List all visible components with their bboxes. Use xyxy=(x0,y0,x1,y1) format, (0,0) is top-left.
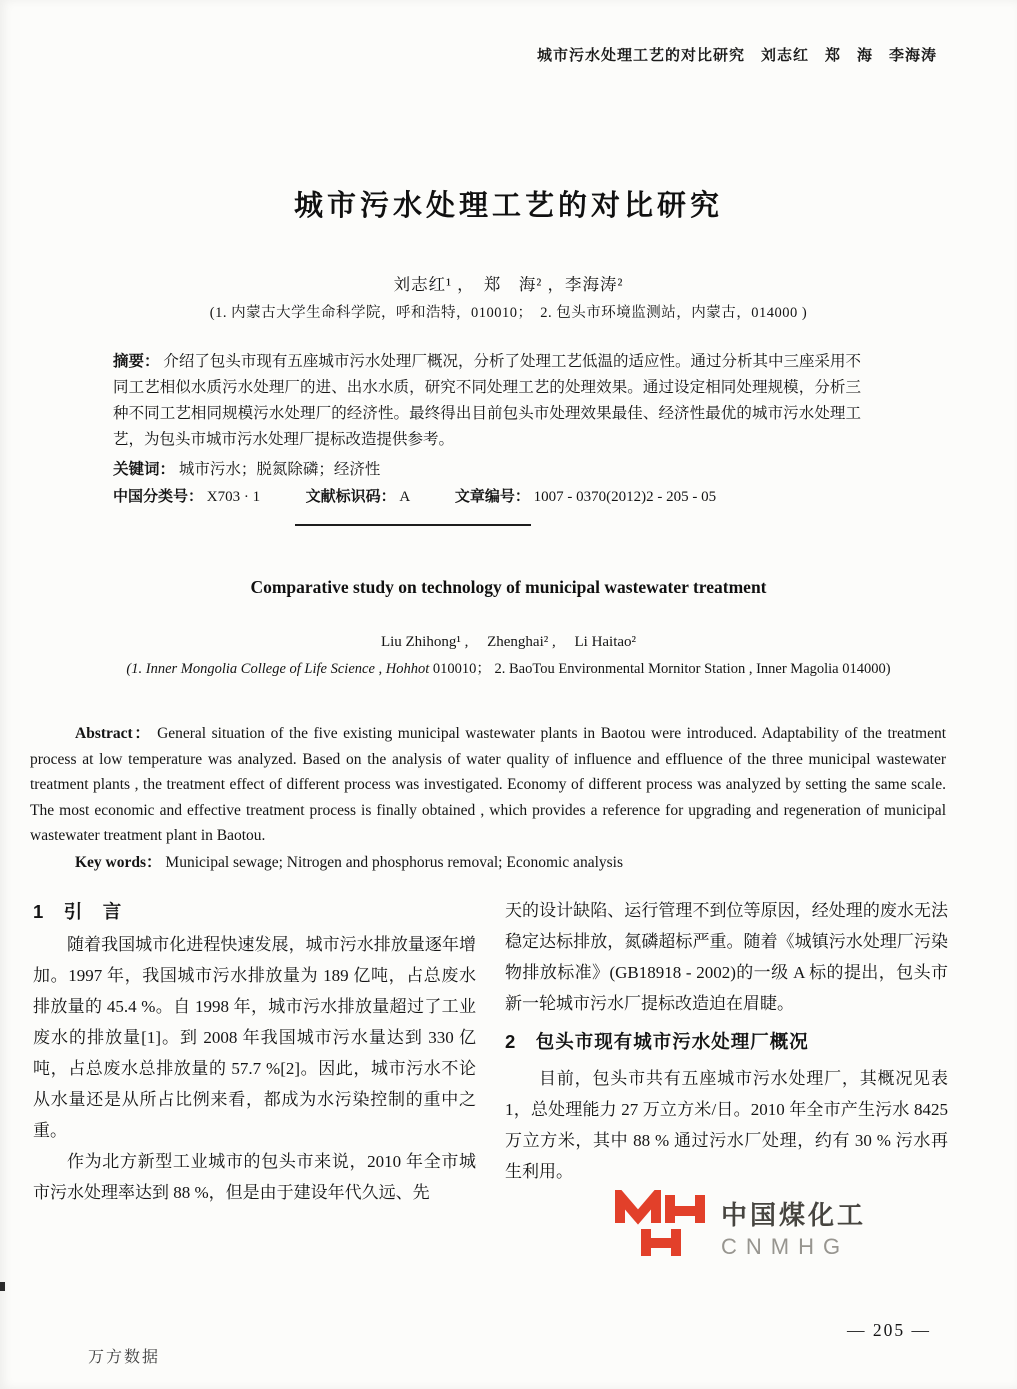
logo-en-text: CNMHG xyxy=(721,1234,850,1259)
clc-value: X703 · 1 xyxy=(206,489,261,505)
doc-code-label: 文献标识码： xyxy=(305,488,396,505)
left-column xyxy=(33,895,476,1208)
page-title: 城市污水处理工艺的对比研究 xyxy=(293,190,723,222)
logo-text-block xyxy=(721,1195,866,1260)
english-title: Comparative study on technology of municipal wastewater treatment xyxy=(250,577,767,597)
scan-artifact xyxy=(0,1282,5,1291)
coal-chem-logo-icon xyxy=(613,1190,705,1265)
section-1-paragraph-1: 随着我国城市化进程快速发展，城市污水排放量逐年增加。1997 年，我国城市污水排放量为 189 亿吨，占总废水排放量的 45.4 %。自 1998 年，城市污水排放量超过了工业废水的排放量[1]。到 2008 年我国城市污水量达到 330 亿吨，占总废水总排放量的 57.7 %[2]。因此，城市污水不论从水量还是从所占比例来看，都成为水污染控制的重中之重。 xyxy=(33,935,476,1140)
clc-label: 中国分类号： xyxy=(113,488,204,505)
running-header: 城市污水处理工艺的对比研究 刘志红 郑 海 李海涛 xyxy=(536,47,937,64)
divider-rule xyxy=(295,524,531,526)
english-abstract-label: Abstract： xyxy=(75,725,152,742)
right-column xyxy=(505,895,948,1208)
classification-line xyxy=(113,485,913,506)
authors-line: 刘志红¹ ， 郑 海² ，李海涛² xyxy=(393,275,624,294)
cnmhg-logo xyxy=(613,1190,866,1265)
article-id-value: 1007 - 0370(2012)2 - 205 - 05 xyxy=(533,489,717,505)
english-keywords-text: Municipal sewage; Nitrogen and phosphorus removal; Economic analysis xyxy=(165,854,623,871)
wanfang-watermark: 万方数据 xyxy=(88,1349,161,1366)
english-keywords-label: Key words： xyxy=(75,854,162,871)
english-affiliation xyxy=(0,657,1017,678)
doc-code-value: A xyxy=(399,489,410,505)
continued-paragraph: 天的设计缺陷、运行管理不到位等原因，经处理的废水无法稳定达标排放，氮磷超标严重。随着《城镇污水处理厂污染物排放标准》(GB18918 - 2002)的一级 A 标的提出，包头市新一轮城市污水厂提标改造迫在眉睫。 xyxy=(505,901,948,1013)
english-abstract-text: General situation of the five existing municipal wastewater plants in Baotou were introduced. Adaptability of the treatment process at low temperature was analyzed. Based on the analysis of water quality of influence and effluence of the three municipal wastewater treatment plants , the treatment effect of different process was investigated. Economy of different process was analyzed by setting the same scale. The most economic and effective treatment process is finally obtained , which provides a reference for upgrading and regeneration of municipal wastewater treatment plant in Baotou. xyxy=(30,725,946,844)
two-column-body xyxy=(33,895,948,1208)
logo-cn-text: 中国煤化工 xyxy=(721,1200,867,1230)
chinese-abstract-text: 介绍了包头市现有五座城市污水处理厂概况，分析了处理工艺低温的适应性。通过分析其中三座采用不同工艺相似水质污水处理厂的进、出水水质，研究不同处理工艺的处理效果。通过设定相同处理规模，分析三种不同工艺相同规模污水处理厂的经济性。最终得出目前包头市处理效果最佳、经济性最优的城市污水处理工艺，为包头市城市污水处理厂提标改造提供参考。 xyxy=(113,353,861,448)
english-abstract xyxy=(30,721,946,849)
chinese-abstract-label: 摘要： xyxy=(113,353,160,370)
english-affiliation-italic: (1. Inner Mongolia College of Life Science , Hohhot xyxy=(126,661,430,677)
english-authors: Liu Zhihong¹ , Zhenghai² , Li Haitao² xyxy=(380,634,637,650)
section-2-heading: 2 包头市现有城市污水处理厂概况 xyxy=(505,1031,809,1052)
affiliation-line: (1. 内蒙古大学生命科学院，呼和浩特，010010； 2. 包头市环境监测站，内蒙古，014000 ) xyxy=(209,305,808,321)
section-1-paragraph-2: 作为北方新型工业城市的包头市来说，2010 年全市城市污水处理率达到 88 %，但是由于建设年代久远、先 xyxy=(33,1152,476,1202)
chinese-abstract xyxy=(113,349,861,453)
chinese-keywords-text: 城市污水；脱氮除磷；经济性 xyxy=(178,461,381,478)
page-number: — 205 — xyxy=(847,1320,931,1340)
chinese-keywords xyxy=(113,457,861,479)
article-id-label: 文章编号： xyxy=(454,488,530,505)
section-2-paragraph-1: 目前，包头市共有五座城市污水处理厂，其概况见表 1，总处理能力 27 万立方米/日。2010 年全市产生污水 8425 万立方米，其中 88 % 通过污水厂处理，约有 30 % 污水再生利用。 xyxy=(505,1069,948,1181)
chinese-keywords-label: 关键词： xyxy=(113,461,176,478)
english-keywords xyxy=(75,850,946,872)
english-affiliation-rest: 010010； 2. BaoTou Environmental Mornitor Station , Inner Magolia 014000) xyxy=(429,661,891,677)
section-1-heading: 1 引 言 xyxy=(33,901,123,922)
